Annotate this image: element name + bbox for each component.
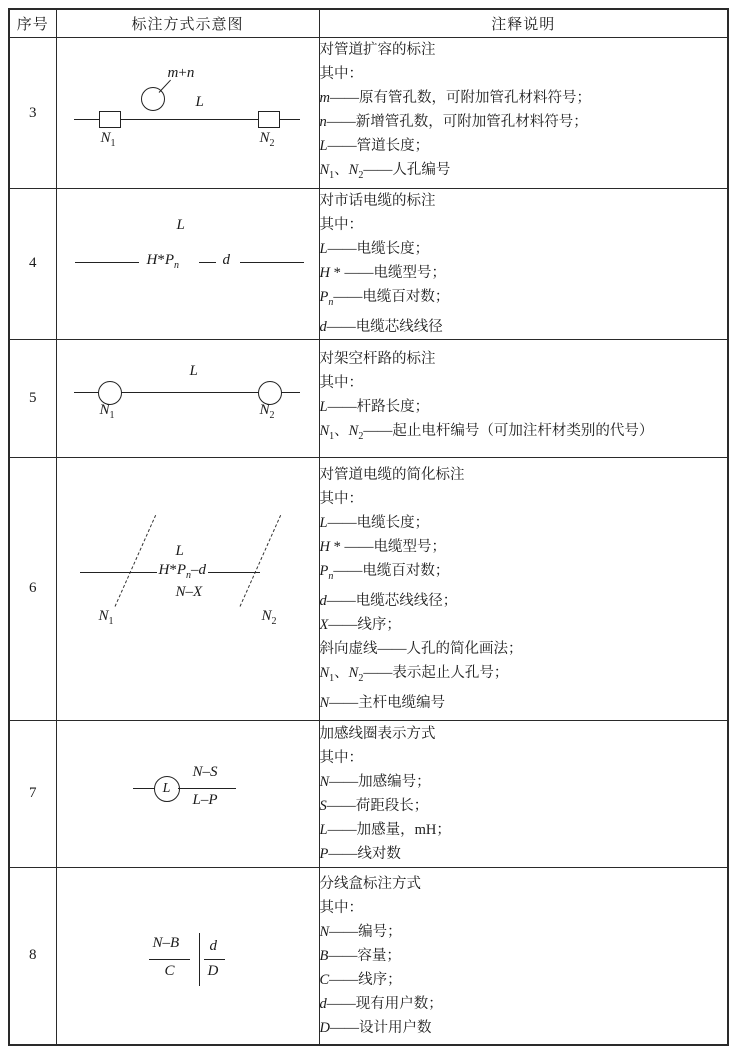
label-length: L bbox=[176, 216, 185, 233]
row-number: 6 bbox=[9, 457, 56, 720]
table-row bbox=[9, 720, 728, 867]
label-c: C bbox=[164, 962, 175, 979]
diagram-cell bbox=[56, 38, 319, 189]
header-col-no: 序号 bbox=[9, 9, 56, 38]
row-number: 3 bbox=[9, 38, 56, 189]
diagram-aerial-pole-line bbox=[57, 340, 320, 457]
diagram-cell bbox=[56, 457, 319, 720]
note-line: L——加感量，mH； bbox=[319, 821, 451, 838]
note-line: C——线序； bbox=[319, 971, 402, 988]
dashed-manhole-left bbox=[114, 515, 156, 607]
annotation-table bbox=[8, 8, 729, 1046]
notes-cell bbox=[319, 38, 728, 189]
note-line: d——电缆芯线线径 bbox=[319, 318, 443, 335]
label-length: L bbox=[175, 542, 184, 559]
table-row bbox=[9, 339, 728, 457]
note-line: L——管道长度； bbox=[319, 138, 430, 155]
loading-coil-circle bbox=[154, 776, 180, 802]
label-length: L bbox=[195, 94, 204, 110]
note-line: $P_n——$电缆百对数； bbox=[319, 563, 450, 582]
note-line: $N_1$、$N_2——$起止电杆编号（可加注杆材类别的代号） bbox=[319, 423, 654, 443]
note-line: S——荷距段长； bbox=[319, 797, 429, 814]
label-m-plus-n: m+n bbox=[167, 65, 195, 81]
diagram-cell bbox=[56, 189, 319, 340]
diagram-duct-cable-simplified bbox=[57, 458, 320, 720]
label-l-p: L–P bbox=[192, 791, 218, 808]
diagram-cell bbox=[56, 339, 319, 457]
label-n-b: N–B bbox=[152, 934, 180, 951]
cable-line-right bbox=[240, 262, 304, 263]
header-col-notes: 注释说明 bbox=[319, 9, 728, 38]
note-line: X——线序； bbox=[319, 616, 401, 633]
table-row bbox=[9, 38, 728, 189]
note-line: L——电缆长度； bbox=[319, 515, 430, 531]
label-length: L bbox=[189, 362, 198, 379]
note-line: N——主杆电缆编号 bbox=[319, 694, 446, 711]
notes-cell bbox=[319, 457, 728, 720]
note-line: 其中： bbox=[319, 749, 363, 766]
dashed-manhole-right bbox=[239, 515, 281, 607]
note-title: 对架空杆路的标注 bbox=[319, 351, 436, 368]
note-line: $N_1$、$N_2——$表示起止人孔号； bbox=[319, 664, 509, 684]
table-row bbox=[9, 189, 728, 340]
row-number: 4 bbox=[9, 189, 56, 340]
label-n-x: N–X bbox=[175, 583, 203, 600]
note-line: 其中： bbox=[319, 899, 363, 916]
note-line: n——新增管孔数，可附加管孔材料符号； bbox=[319, 114, 588, 131]
note-line: 其中： bbox=[319, 375, 363, 392]
diagram-loading-coil bbox=[57, 721, 320, 867]
fraction-bar bbox=[178, 788, 236, 789]
note-line: 其中： bbox=[319, 491, 363, 507]
diagram-telephone-cable bbox=[57, 191, 320, 337]
table-row bbox=[9, 457, 728, 720]
note-line: L——电缆长度； bbox=[319, 241, 430, 257]
note-title: 分线盒标注方式 bbox=[319, 875, 421, 892]
note-line: N——编号； bbox=[319, 923, 402, 940]
notes-cell bbox=[319, 189, 728, 340]
label-n2: $N_2$ bbox=[259, 401, 275, 421]
note-title: 对管道电缆的简化标注 bbox=[319, 467, 465, 483]
row-number: 5 bbox=[9, 339, 56, 457]
note-line: N——加感编号； bbox=[319, 773, 431, 790]
label-n1: $N_1$ bbox=[98, 607, 114, 627]
label-n-s: N–S bbox=[192, 763, 218, 780]
diagram-cell bbox=[56, 720, 319, 867]
label-d: d bbox=[209, 937, 217, 954]
note-line: P——线对数 bbox=[319, 845, 401, 862]
fraction-bar-left bbox=[149, 959, 190, 960]
header-col-diagram: 标注方式示意图 bbox=[56, 9, 319, 38]
note-line: d——现有用户数； bbox=[319, 995, 443, 1012]
note-line: H * ——电缆型号； bbox=[319, 265, 446, 281]
note-line: m——原有管孔数，可附加管孔材料符号； bbox=[319, 90, 591, 107]
dash-segment bbox=[199, 262, 216, 263]
divider-line bbox=[199, 933, 200, 986]
row-number: 8 bbox=[9, 867, 56, 1045]
row-number: 7 bbox=[9, 720, 56, 867]
diagram-cell bbox=[56, 867, 319, 1045]
table-row bbox=[9, 867, 728, 1045]
note-line: $P_n——$电缆百对数； bbox=[319, 289, 450, 308]
manhole-square-right bbox=[258, 111, 280, 128]
note-line: 其中： bbox=[319, 217, 363, 233]
label-cable-formula: $H*P_n$ bbox=[146, 251, 180, 271]
label-d: d bbox=[222, 251, 230, 268]
label-n2: $N_2$ bbox=[261, 607, 277, 627]
label-n1: $N_1$ bbox=[99, 401, 115, 421]
diagram-distribution-box bbox=[57, 868, 320, 1044]
note-line: L——杆路长度； bbox=[319, 399, 430, 416]
label-n1: $N_1$ bbox=[100, 130, 116, 149]
diagram-duct-expansion bbox=[57, 38, 320, 188]
header-row bbox=[9, 9, 728, 38]
note-title: 对市话电缆的标注 bbox=[319, 193, 436, 209]
note-line: 其中： bbox=[319, 66, 363, 83]
label-cap-d: D bbox=[207, 962, 219, 979]
note-title: 对管道扩容的标注 bbox=[319, 42, 436, 59]
note-line: B——容量； bbox=[319, 947, 401, 964]
note-line: d——电缆芯线线径； bbox=[319, 592, 458, 609]
note-line: D——设计用户数 bbox=[319, 1019, 432, 1036]
manhole-square-left bbox=[99, 111, 121, 128]
note-title: 加感线圈表示方式 bbox=[319, 725, 436, 742]
note-line: $N_1$、$N_2——$人孔编号 bbox=[319, 162, 451, 181]
notes-cell bbox=[319, 867, 728, 1045]
label-n2: $N_2$ bbox=[259, 130, 275, 149]
label-coil-l: L bbox=[162, 780, 171, 796]
fraction-bar-right bbox=[204, 959, 225, 960]
note-line: H * ——电缆型号； bbox=[319, 539, 446, 555]
notes-cell bbox=[319, 720, 728, 867]
cable-line-left bbox=[75, 262, 139, 263]
note-line: 斜向虚线——人孔的简化画法； bbox=[319, 640, 523, 657]
line-stub-left bbox=[133, 788, 155, 789]
notes-cell bbox=[319, 339, 728, 457]
label-cable-formula: $H*P_n-d$ bbox=[158, 561, 207, 581]
